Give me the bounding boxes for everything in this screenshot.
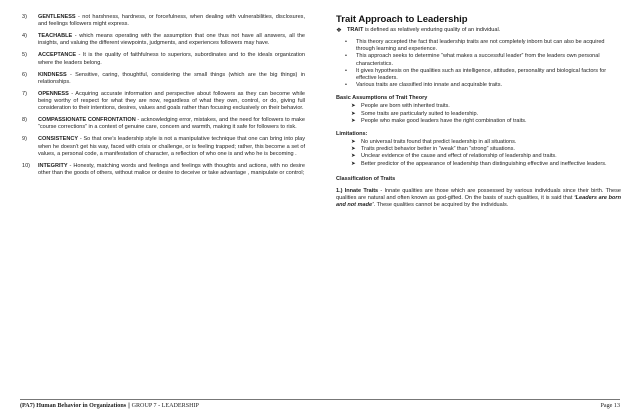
item-text: - Sensitive, caring, thoughtful, considering the small things (which are the big things) in relationships. (38, 71, 305, 85)
item-text: - which means operating with the assumption that one thus not have all answers, all the insights, and valuing the different viewpoints, judgments, and experiences followers may have. (38, 33, 305, 47)
footer-course: (PA7) Human Behavior in Organizations (20, 403, 127, 409)
item-body (38, 72, 305, 86)
innate-text-1: - Innate qualities are those which are possessed by various individuals since their birth. These qualities are natural and often known as god-gifted. On the basis of such qualities, it is said that (336, 187, 621, 201)
list-item (336, 153, 621, 160)
item-number: 4) (22, 33, 27, 40)
arrow-bullet-icon: ➤ (351, 146, 356, 153)
list-item (336, 103, 621, 110)
left-column (22, 14, 305, 182)
list-item (22, 52, 305, 66)
list-item (336, 161, 621, 168)
list-item (336, 39, 621, 53)
list-item (336, 146, 621, 153)
bullet-icon: • (345, 67, 347, 74)
bullet-text: Various traits are classified into innate and acquirable traits. (356, 82, 503, 89)
item-term: KINDNESS (38, 71, 67, 78)
bullet-text: Traits predict behavior better in “weak” than “strong” situations. (361, 146, 515, 153)
item-term: GENTLENESS (38, 14, 76, 20)
list-item (22, 117, 305, 131)
trait-def: is defined as relatively enduring quality of an individual. (363, 27, 501, 33)
item-term: OPENNESS (38, 90, 69, 97)
bullet-text: This approach seeks to determine “what makes a successful leader” from the leaders own personal characteristics. (356, 53, 600, 67)
innate-quote: ‘Leaders are born and not made’ (336, 194, 621, 209)
bullet-text: It gives hypothesis on the qualities such as intelligence, attitudes, personality and biological factors for effective leaders. (356, 67, 607, 81)
item-body (38, 136, 305, 157)
item-number: 10) (22, 162, 31, 169)
bullet-text: Unclear evidence of the cause and effect of relationship of leadership and traits. (361, 153, 557, 160)
innate-text-2: . These qualities cannot be acquired by the individuals. (373, 202, 509, 209)
item-number: 6) (22, 71, 27, 78)
innate-label: 1.) Innate Traits (336, 187, 379, 194)
footer-title (20, 403, 199, 409)
list-item (22, 136, 305, 157)
bullet-icon: • (345, 39, 347, 46)
bullet-text: No universal traits found that predict leadership in all situations. (361, 139, 517, 146)
item-body (38, 117, 305, 131)
arrow-bullet-icon: ➤ (351, 117, 356, 124)
item-number: 7) (22, 90, 27, 97)
list-item (22, 163, 305, 177)
item-body (38, 91, 305, 112)
page-number: Page 13 (600, 403, 620, 409)
list-item (22, 14, 305, 28)
item-number: 9) (22, 136, 27, 143)
bullet-text: Some traits are particularly suited to leadership. (361, 110, 479, 117)
footer-divider (20, 399, 620, 400)
item-text: - So that one’s leadership style is not a manipulative technique that one can bring into play when he doesn’t get his way, faced with crisis or challenge, or is feeling trapped; rather, this become a set of values, a personal code, a manifestation of character, a reflection of who one is and who he is becoming . (38, 136, 305, 157)
bullet-text: People are born with inherited traits. (361, 103, 450, 110)
item-body (38, 14, 305, 28)
item-text: - Honesty, matching words and feelings and feelings with thoughts and actions, with no desire other than the goods of others, without malice or desire to deceive or take advantage , manipulate or control; (38, 162, 305, 176)
arrow-bullet-icon: ➤ (351, 160, 356, 167)
item-body (38, 52, 305, 66)
list-item (22, 72, 305, 86)
bullet-icon: • (345, 82, 347, 89)
trait-definition-text (347, 27, 500, 34)
list-item (336, 118, 621, 125)
item-term: TEACHABLE (38, 33, 73, 40)
innate-traits-paragraph (336, 188, 621, 209)
item-body (38, 163, 305, 177)
arrow-bullet-icon: ➤ (351, 139, 356, 146)
arrow-bullet-icon: ➤ (351, 103, 356, 110)
item-term: INTEGRITY (38, 162, 68, 169)
item-number: 3) (22, 14, 27, 20)
item-number: 8) (22, 117, 27, 124)
right-column (336, 14, 621, 209)
item-body (38, 33, 305, 47)
item-term: COMPASSIONATE CONFRONTATION (38, 117, 136, 124)
item-text: - acknowledging error, mistakes, and the need for followers to make “course corrections” in a context of genuine care, concern and warmth, making it safe for followers to risk. (38, 117, 305, 131)
section-title: Trait Approach to Leadership (336, 14, 468, 25)
assumptions-heading: Basic Assumptions of Trait Theory (336, 95, 428, 102)
list-item (22, 33, 305, 47)
list-item (22, 91, 305, 112)
trait-definition (336, 27, 621, 34)
bullet-text: This theory accepted the fact that leadership traits are not completely inborn but can also be acquired through learning and experience. (356, 39, 605, 53)
classification-heading: Classification of Traits (336, 175, 396, 182)
item-text: - It is the quality of faithfulness to superiors, subordinates and to the ideals organization where the leaders belong. (38, 52, 305, 66)
bullet-text: Better predictor of the appearance of leadership than distinguishing effective and ineffective leaders. (361, 160, 607, 167)
arrow-bullet-icon: ➤ (351, 110, 356, 117)
arrow-bullet-icon: ➤ (351, 153, 356, 160)
item-number: 5) (22, 52, 27, 59)
item-term: CONSISTENCY (38, 136, 79, 143)
item-text: - Acquiring accurate information and perspective about followers as they can become while being worthy of respect for what they are now, regardless of what they own, control, or do, giving full consideration to their intentions, desires, values and goals rather than focusing exclusively on their behavior. (38, 90, 305, 112)
footer-group: || GROUP 7 - LEADERSHIP (126, 403, 199, 409)
bullet-icon: • (345, 53, 347, 60)
item-text: - not harshness, hardness, or forcefulness, when dealing with vulnerabilities, disclosures, and feelings followers might express. (38, 14, 305, 28)
list-item (336, 111, 621, 118)
list-item (336, 68, 621, 82)
trait-term: TRAIT (347, 27, 364, 33)
limitations-heading: Limitations: (336, 130, 368, 137)
list-item (336, 53, 621, 67)
diamond-bullet-icon: ❖ (336, 27, 342, 34)
bullet-text: People who make good leaders have the right combination of traits. (361, 117, 527, 124)
list-item (336, 139, 621, 146)
item-term: ACCEPTANCE (38, 52, 77, 59)
list-item (336, 82, 621, 89)
